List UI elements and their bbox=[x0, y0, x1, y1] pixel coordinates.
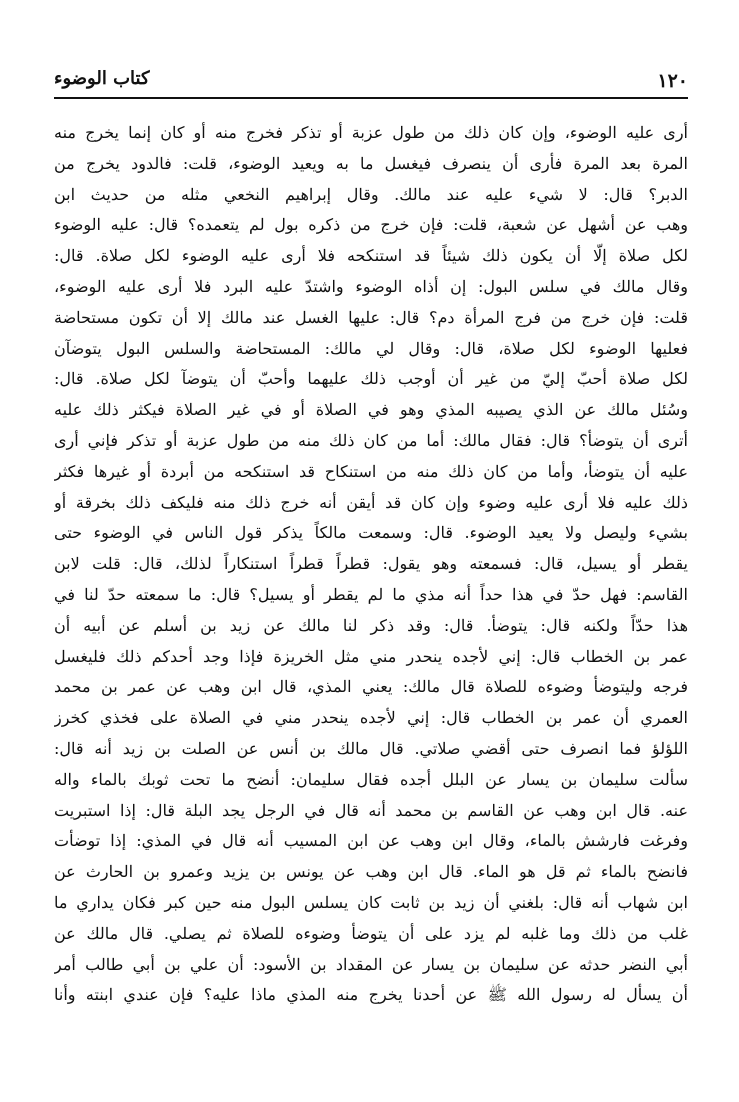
text-line: يقطر أو يسيل، قال: فسمعته وهو يقول: قطراً قطراً استنكاراً لذلك، قال: قلت لابن bbox=[54, 554, 688, 574]
text-line: لكل صلاة إلّا أن يكون ذلك شيئاً قد استنكحه فلا أرى عليه الوضوء لكل صلاة. قال: bbox=[54, 246, 688, 266]
text-line: لكل صلاة أحبّ إليّ من غير أن أوجب ذلك عليهما وأحبّ أن يتوضآ لكل صلاة. قال: bbox=[54, 369, 688, 389]
text-line: أن يسأل له رسول الله ﷺ عن أحدنا يخرج منه المذي ماذا عليه؟ فإن عندي ابنته وأنا bbox=[54, 985, 688, 1005]
text-line: فانضح بالماء ثم قل هو الماء. قال ابن وهب عن يونس بن يزيد وعمرو بن الحارث عن bbox=[54, 862, 688, 882]
text-line: ابن شهاب أنه قال: بلغني أن زيد بن ثابت كان يسلس البول منه حين كبر فكان يداري ما bbox=[54, 892, 688, 912]
text-line: العمري أن عمر بن الخطاب قال: إني لأجده ينحدر مني في الصلاة على فخذي كخرز bbox=[54, 708, 688, 728]
text-line: المرة بعد المرة فأرى أن ينصرف فيغسل ما به ويعيد الوضوء، قلت: فالدود يخرج من bbox=[54, 153, 688, 173]
text-line: اللؤلؤ فما انصرف حتى أقضي صلاتي. قال مالك بن أنس عن الصلت بن زيد أنه قال: bbox=[54, 738, 688, 758]
text-line: أبي النضر حدثه عن سليمان بن يسار عن المقداد بن الأسود: أن علي بن أبي طالب أمر bbox=[54, 954, 688, 974]
running-header bbox=[54, 66, 688, 94]
chapter-title: كتاب الوضوء bbox=[54, 68, 150, 89]
text-line: قلت: فإن خرج من فرج المرأة دم؟ قال: عليها الغسل عند مالك إلا أن تكون مستحاضة bbox=[54, 307, 688, 327]
text-line: القاسم: فهل حدّ في هذا حداً أنه مذي ما لم يقطر أو يسيل؟ قال: ما سمعته حدّ لنا في bbox=[54, 584, 688, 604]
text-line: فعليها الوضوء لكل صلاة، قال: وقال لي مالك: المستحاضة والسلس البول يتوضآن bbox=[54, 338, 688, 358]
text-line: فرجه وليتوضأ وضوءه للصلاة قال مالك: يعني المذي، قال ابن وهب عن عمر بن محمد bbox=[54, 677, 688, 697]
text-line: وفرغت فارشش بالماء، وقال ابن وهب عن ابن المسيب أنه قال في المذي: إذا توضأت bbox=[54, 831, 688, 851]
text-line: عنه. قال ابن وهب عن القاسم بن محمد أنه قال في الرجل يجد البلة قال: إذا استبريت bbox=[54, 800, 688, 820]
text-line: وهب عن أشهل عن شعبة، قلت: فإن خرج من ذكره بول لم يتعمده؟ قال: عليه الوضوء bbox=[54, 215, 688, 235]
text-line: عليه أن يتوضأ، وأما من كان ذلك منه من استنكاح قد استنكحه من أبردة أو غيرها فكثر bbox=[54, 461, 688, 481]
text-line: وقال مالك في سلس البول: إن أذاه الوضوء واشتدّ عليه البرد فلا أرى عليه الوضوء، bbox=[54, 276, 688, 296]
text-line: هذا حدّاً ولكنه قال: يتوضأ. قال: وقد ذكر لنا مالك عن زيد بن أسلم عن أبيه أن bbox=[54, 615, 688, 635]
body-text bbox=[54, 118, 688, 1011]
text-line: أرى عليه الوضوء، وإن كان ذلك من طول عزبة أو تذكر فخرج منه أو كان إنما يخرج منه bbox=[54, 123, 688, 142]
text-line: بشيء وليصل ولا يعيد الوضوء. قال: وسمعت مالكاً يذكر قول الناس في الوضوء حتى bbox=[54, 523, 688, 543]
page-number: ١٢٠ bbox=[657, 70, 688, 92]
text-line: وسُئل مالك عن الذي يصيبه المذي وهو في الصلاة أو في غير الصلاة فيكثر ذلك عليه bbox=[54, 400, 688, 420]
text-line: ذلك عليه فلا أرى عليه وضوء وإن كان قد أيقن أنه خرج ذلك منه فليكف ذلك بخرقة أو bbox=[54, 492, 688, 512]
text-line: غلب من ذلك وما غلبه لم يزد على أن يتوضأ وضوءه للصلاة ثم يصلي. قال مالك عن bbox=[54, 923, 688, 943]
text-line: أترى أن يتوضأ؟ قال: فقال مالك: أما من كان ذلك منه من طول عزبة أو تذكر فإني أرى bbox=[54, 430, 688, 450]
text-line: الدبر؟ قال: لا شيء عليه عند مالك. وقال إبراهيم النخعي مثله من حديث ابن bbox=[54, 184, 688, 204]
text-line: سألت سليمان بن يسار عن البلل أجده فقال سليمان: أنضح ما تحت ثوبك بالماء واله bbox=[54, 769, 688, 789]
header-divider bbox=[54, 97, 688, 99]
text-line: عمر بن الخطاب قال: إني لأجده ينحدر مني مثل الخريزة فإذا وجد أحدكم ذلك فليغسل bbox=[54, 646, 688, 666]
